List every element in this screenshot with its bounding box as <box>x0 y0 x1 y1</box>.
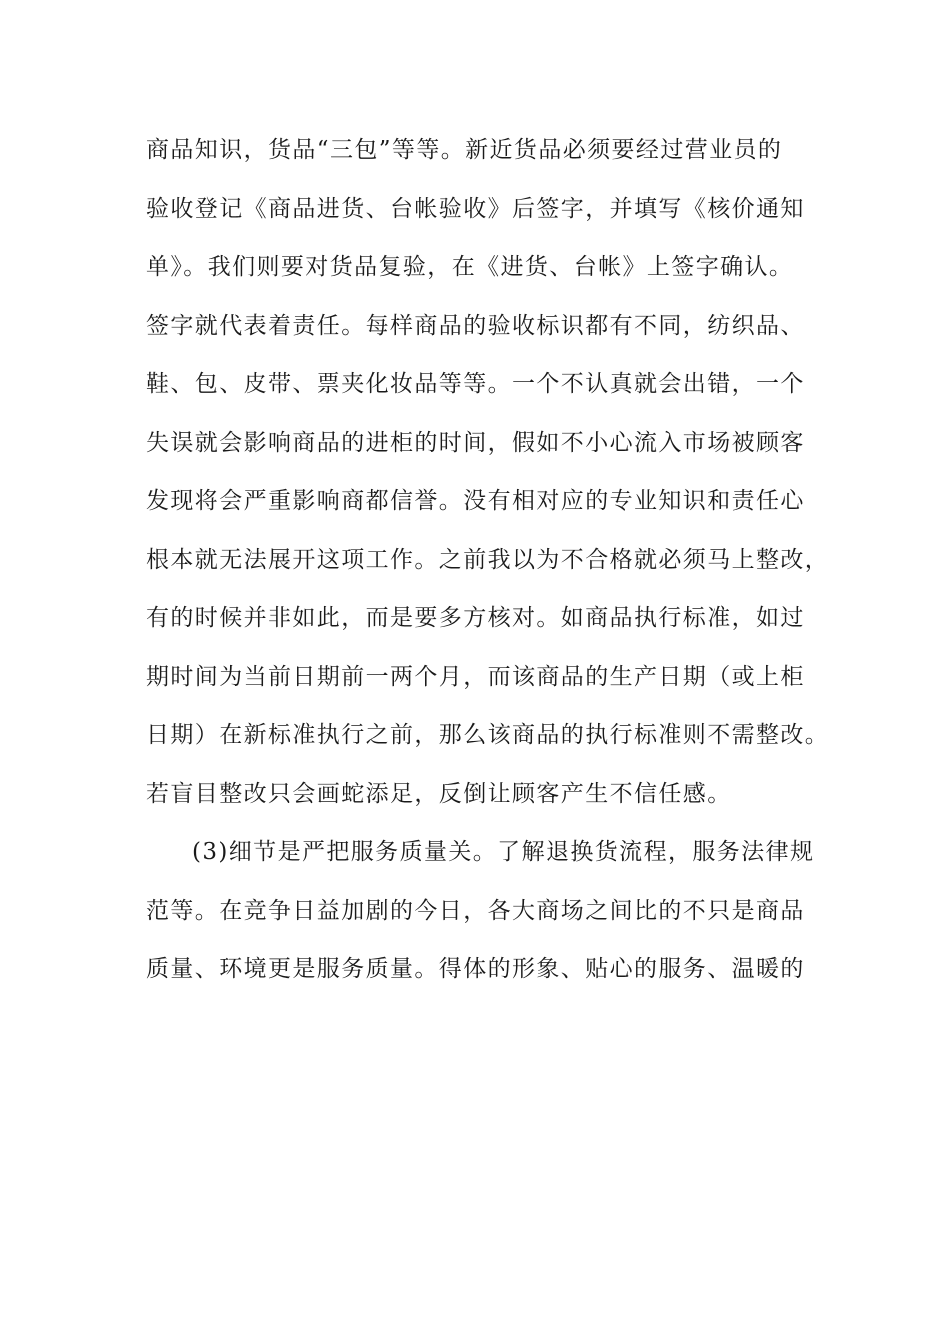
text-line-5: 鞋、包、皮带、票夹化妆品等等。一个不认真就会出错，一个 <box>146 371 805 397</box>
text-line-2: 验收登记《商品进货、台帐验收》后签字，并填写《核价通知 <box>146 195 805 222</box>
text-line-6: 失误就会影响商品的进柜的时间，假如不小心流入市场被顾客 <box>146 429 805 456</box>
text-line-12: 若盲目整改只会画蛇添足，反倒让顾客产生不信任感。 <box>146 780 732 807</box>
text-line-9: 有的时候并非如此，而是要多方核对。如商品执行标准，如过 <box>146 605 805 631</box>
text-line-8: 根本就无法展开这项工作。之前我以为不合格就必须马上整改， <box>146 546 830 573</box>
text-line-7: 发现将会严重影响商都信誉。没有相对应的专业知识和责任心 <box>146 488 805 514</box>
text-line-15: 质量、环境更是服务质量。得体的形象、贴心的服务、温暖的 <box>146 956 805 982</box>
text-line-1: 商品知识，货品“三包”等等。新近货品必须要经过营业员的 <box>146 137 783 163</box>
body-text <box>146 128 830 1006</box>
text-line-4: 签字就代表着责任。每样商品的验收标识都有不同，纺织品、 <box>146 312 805 339</box>
text-line-14: 范等。在竞争日益加剧的今日，各大商场之间比的不只是商品 <box>146 897 805 924</box>
text-line-10: 期时间为当前日期前一两个月，而该商品的生产日期（或上柜 <box>146 663 805 690</box>
text-line-3: 单》。我们则要对货品复验，在《进货、台帐》上签字确认。 <box>146 254 794 280</box>
paragraph-start-line: (3)细节是严把服务质量关。了解退换货流程，服务法律规 <box>192 839 815 865</box>
text-line-11: 日期）在新标准执行之前，那么该商品的执行标准则不需整改。 <box>146 722 830 748</box>
